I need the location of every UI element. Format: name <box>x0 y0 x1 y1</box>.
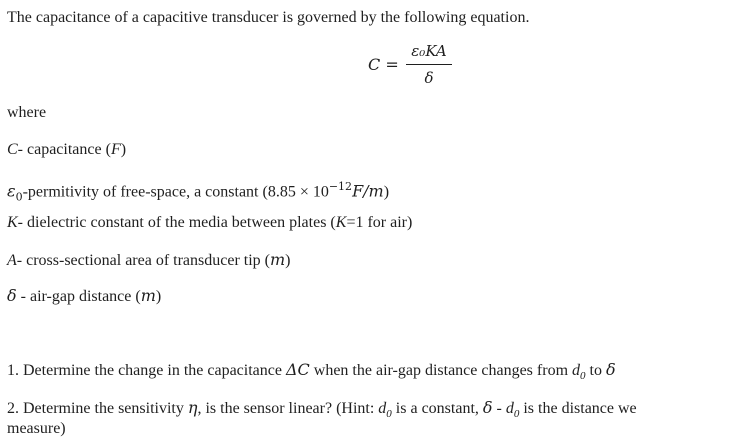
q1-text-2: when the air-gap distance changes from <box>309 362 573 379</box>
definition-area <box>7 250 291 271</box>
def-symbol: A <box>7 252 17 269</box>
def-text: - dielectric constant of the media between plates ( <box>17 214 336 231</box>
def-symbol: C <box>7 141 18 158</box>
q2-text-3: is a constant, <box>391 400 483 417</box>
def-unit: F <box>110 141 121 158</box>
def-unit: m <box>140 286 156 305</box>
def-close: ) <box>155 288 162 305</box>
q1-text-3: to <box>585 362 606 379</box>
question-1 <box>7 360 616 386</box>
def-close: ) <box>120 141 127 158</box>
question-2-line-2: measure) <box>7 420 66 437</box>
def-text: - air-gap distance ( <box>16 288 141 305</box>
q2-text-2: , is the sensor linear? (Hint: <box>197 400 379 417</box>
q1-d0: d <box>572 362 581 379</box>
definition-permittivity <box>7 177 389 208</box>
def-close: ) <box>383 183 390 201</box>
equation-lhs: C = <box>368 55 399 74</box>
capacitance-equation <box>368 40 458 92</box>
def-unit: m <box>270 250 286 269</box>
q2-text-5: is the distance we <box>519 400 637 417</box>
def-k-symbol: K <box>335 214 347 231</box>
q2-text-4: - <box>492 400 506 417</box>
equation-denominator: δ <box>424 69 434 87</box>
q1-d0-subscript: 0 <box>580 370 586 383</box>
q2-delta: δ <box>482 398 493 417</box>
def-text: -permitivity of free-space, a constant (8.85 × 10 <box>22 183 329 201</box>
q1-text: 1. Determine the change in the capacitance <box>7 362 286 379</box>
equation-fraction <box>404 40 454 89</box>
definition-capacitance <box>7 140 126 160</box>
def-subscript: 0 <box>15 190 23 204</box>
fraction-bar <box>406 64 452 65</box>
q2-eta: η <box>187 398 198 417</box>
definition-airgap <box>7 286 161 307</box>
intro-text: The capacitance of a capacitive transducer is governed by the following equation. <box>7 9 530 26</box>
q2-d0b: d <box>505 400 514 417</box>
q1-delta-c: ΔC <box>285 360 310 379</box>
question-2-line-1 <box>7 398 637 424</box>
q2-d0: d <box>378 400 387 417</box>
equation-numerator: ε₀KA <box>411 42 447 60</box>
q1-delta: δ <box>605 360 616 379</box>
q2-text: 2. Determine the sensitivity <box>7 400 188 417</box>
def-symbol: ε <box>7 181 16 201</box>
def-symbol: K <box>7 214 18 231</box>
def-text-tail: =1 for air) <box>346 214 413 231</box>
def-unit: F/m <box>352 181 384 201</box>
where-label: where <box>7 104 47 121</box>
def-text: - cross-sectional area of transducer tip ( <box>16 252 270 269</box>
def-symbol: δ <box>7 286 17 305</box>
def-close: ) <box>285 252 291 269</box>
q2-d0-subscript: 0 <box>386 408 392 421</box>
q2-d0b-subscript: 0 <box>513 408 520 421</box>
def-text: - capacitance ( <box>17 141 111 158</box>
def-exponent: −12 <box>328 180 353 193</box>
definition-dielectric <box>7 213 412 233</box>
